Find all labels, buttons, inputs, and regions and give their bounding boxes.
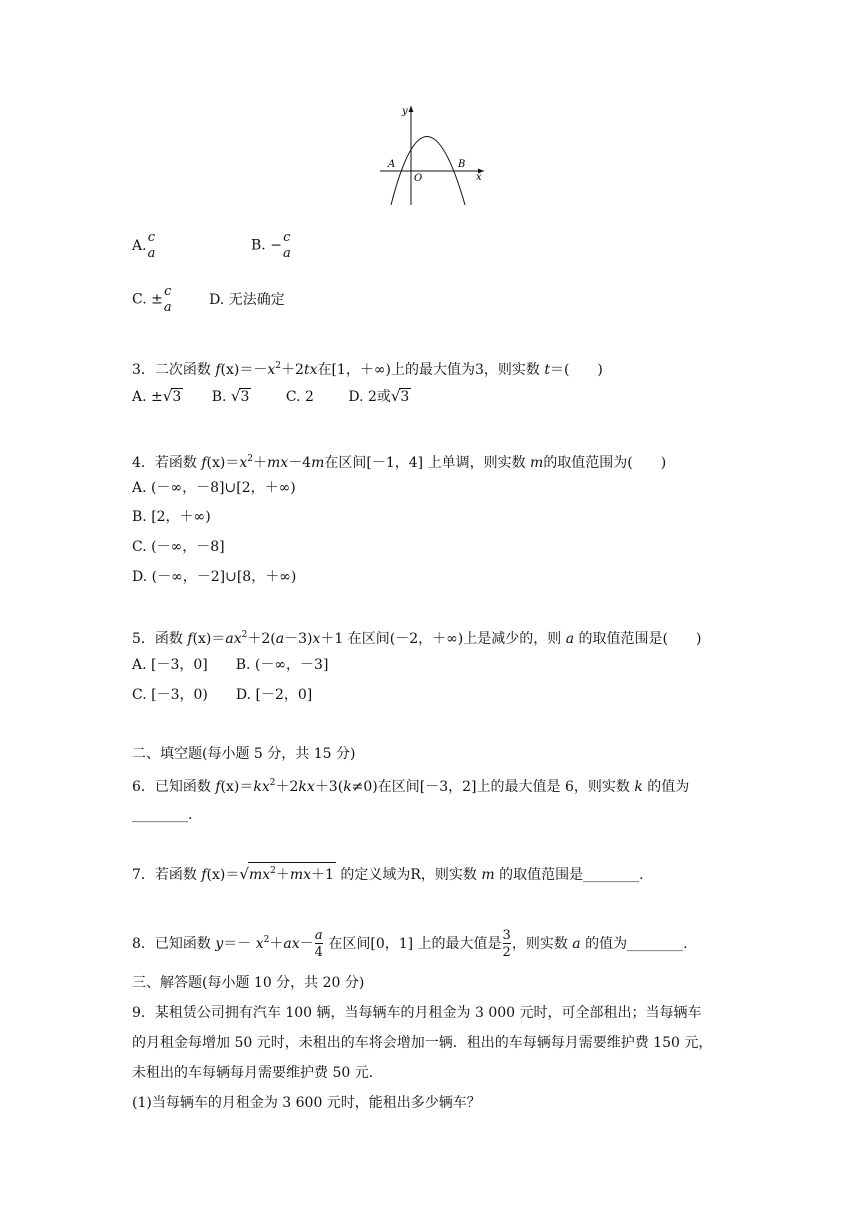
q3-text: 3．二次函数 [132,362,216,378]
q5-text: 的取值范围是( ) [574,631,702,647]
q6-answer-blank[interactable]: ________. [132,807,193,823]
q3-text: ＝－ [239,362,268,378]
q4-var: m [530,455,544,471]
q5-text: ＋1 在区间(－2，＋∞)上是减少的，则 [320,631,566,647]
q7-arg: (x) [206,867,226,883]
frac-numerator: c [283,230,291,245]
q6-text: ＝ [239,779,254,795]
q2-options-row1 [132,230,291,261]
q4-stem [132,449,666,473]
q2-option-c-prefix: C. [132,291,147,308]
q5-exponent: 2 [241,630,248,640]
q2-option-b [251,230,292,261]
q4-text: ＝ [225,455,240,471]
q8-text: ＝－ [223,936,256,952]
q7-exponent: 2 [270,866,276,876]
q8-text: 的值为________. [580,936,688,952]
sqrt-icon: √ [239,865,249,883]
frac-denominator: a [282,246,291,261]
frac-numerator: c [147,230,156,245]
q4-option-a: A. (－∞，－8]∪[2，＋∞) [132,480,296,496]
q3-option-d-radicand: 3 [400,389,410,405]
q3-func: f [215,362,221,378]
q7-text: ＝ [225,867,240,883]
q3-text: 在[1，＋∞)上的最大值为3，则实数 [317,362,545,378]
q5-options-row1: A. [－3，0] B. (－∞，－3] [132,657,329,673]
q4-exponent: 2 [247,454,254,464]
q2-option-c-fraction [164,284,172,315]
q2-option-b-sign: − [270,237,282,254]
section-3-heading: 三、解答题(每小题 10 分，共 20 分) [132,975,365,991]
q7-stem [132,862,644,885]
q2-option-d: D. 无法确定 [209,291,285,308]
q8-text: 8．已知函数 [132,936,216,952]
q4-option-d: D. (－∞，－2]∪[8，＋∞) [132,569,297,585]
q3-option-d: D. 2或 [348,389,391,405]
q4-func: f [201,455,207,471]
sqrt-icon: √ [390,387,401,405]
q6-text: 的值为 [642,779,690,795]
point-a-label: A [388,159,396,170]
q4-arg: (x) [206,455,226,471]
point-b-label: B [458,159,466,170]
q7-var: mx [248,867,271,883]
q3-var: tx [303,362,318,378]
frac-denominator: 2 [502,945,511,960]
q6-var: k [343,779,352,795]
frac-numerator: c [164,284,172,299]
q6-stem [132,773,689,797]
q2-option-a [132,230,156,261]
q7-var: m [481,867,495,883]
q2-option-c-sign: ± [151,291,163,308]
q4-text: 的取值范围为( ) [543,455,667,471]
q8-var: a [572,936,581,952]
q6-exponent: 2 [269,778,276,788]
q8-text: ＋ [269,936,284,952]
q4-option-b: B. [2，＋∞) [132,509,211,525]
q8-exponent: 2 [263,935,270,945]
q8-fraction-a-over-4 [315,928,323,960]
q6-func: f [215,779,221,795]
q9-line-2: 的月租金每增加 50 元时，未租出的车将会增加一辆．租出的车每辆每月需要维护费 150 元， [132,1035,713,1051]
q4-text: 在区间[－1，4] 上单调，则实数 [324,455,531,471]
q8-stem [132,928,688,960]
frac-denominator: 4 [314,945,323,960]
q7-text: ＋1 [311,867,334,883]
q5-text: ＋2( [247,631,276,647]
q7-text: 7．若函数 [132,867,202,883]
q5-text: －3) [284,631,313,647]
q7-radicand [248,862,336,883]
q6-text: ≠0)在区间[－3，2]上的最大值是 6，则实数 [351,779,635,795]
q2-option-b-prefix: B. [251,237,266,254]
frac-denominator: a [163,300,172,315]
q7-text: ＋ [275,867,290,883]
q4-text: 4．若函数 [132,455,202,471]
q9-line-3: 未租出的车每辆每月需要维护费 50 元． [132,1065,383,1081]
q5-func: f [187,631,193,647]
q4-var: mx [267,455,289,471]
q6-text: ＋3( [314,779,344,795]
q4-text: －4 [288,455,312,471]
q4-var: m [311,455,325,471]
q5-arg: (x) [192,631,212,647]
q7-text: 的取值范围是________. [494,867,644,883]
frac-denominator: a [147,246,156,261]
section-2-heading: 二、填空题(每小题 5 分，共 15 分) [132,746,356,762]
q5-text: 5．函数 [132,631,188,647]
q6-text: 6．已知函数 [132,779,216,795]
sqrt-icon: √ [230,387,241,405]
q4-option-c: C. (－∞，－8] [132,539,225,555]
q8-fraction-3-over-2 [503,928,511,960]
q5-var: a [275,631,285,647]
q5-var: a [565,631,575,647]
q2-option-b-fraction [283,230,291,261]
q8-text: － [299,936,314,952]
q6-arg: (x) [220,779,240,795]
q8-text: ，则实数 [511,936,573,952]
q9-line-1: 9．某租赁公司拥有汽车 100 辆，当每辆车的月租金为 3 000 元时，可全部租出；当每辆车 [132,1005,702,1021]
q3-option-b: B. [211,389,231,405]
q8-var: x [255,936,264,952]
q2-option-a-prefix: A. [132,237,147,254]
sqrt-icon: √ [162,387,173,405]
q3-var: t [544,362,550,378]
y-axis-label: y [402,106,408,117]
q4-text: ＋ [253,455,268,471]
q6-var: kx [298,779,315,795]
origin-label: O [414,173,423,184]
x-axis-label: x [476,172,482,183]
q4-var: x [239,455,248,471]
q3-option-c: C. 2 [285,389,314,405]
q3-stem [132,356,603,380]
q3-text: ＋2 [281,362,304,378]
q6-var: kx [253,779,270,795]
q9-subquestion-1: (1)当每辆车的月租金为 3 600 元时，能租出多少辆车？ [132,1095,481,1111]
q7-func: f [201,867,207,883]
q5-text: ＝ [211,631,226,647]
frac-numerator: a [314,928,323,943]
q5-var: ax [225,631,242,647]
q2-option-a-fraction [148,230,156,261]
q3-options [132,386,411,407]
q6-var: k [634,779,643,795]
q2-options-row2 [132,284,285,315]
q5-options-row2: C. [－3，0) D. [－2，0] [132,687,313,703]
q3-text: ＝( ) [549,362,603,378]
q3-option-a: A. ± [132,389,163,405]
q3-var: x [267,362,276,378]
y-axis-arrow [409,106,414,112]
q7-var: mx [289,867,312,883]
q8-var: y [215,936,224,952]
q5-stem [132,625,701,649]
q3-option-b-radicand: 3 [240,389,250,405]
frac-numerator: 3 [502,928,511,943]
q5-var: x [312,631,321,647]
q8-var: ax [283,936,300,952]
q8-text: 在区间[0，1] 上的最大值是 [323,936,502,952]
q6-text: ＋2 [275,779,299,795]
q7-text: 的定义域为R，则实数 [335,867,482,883]
q3-option-a-radicand: 3 [172,389,182,405]
parabola-graph [378,104,490,206]
q3-exponent: 2 [275,361,282,371]
q3-arg: (x) [220,362,240,378]
